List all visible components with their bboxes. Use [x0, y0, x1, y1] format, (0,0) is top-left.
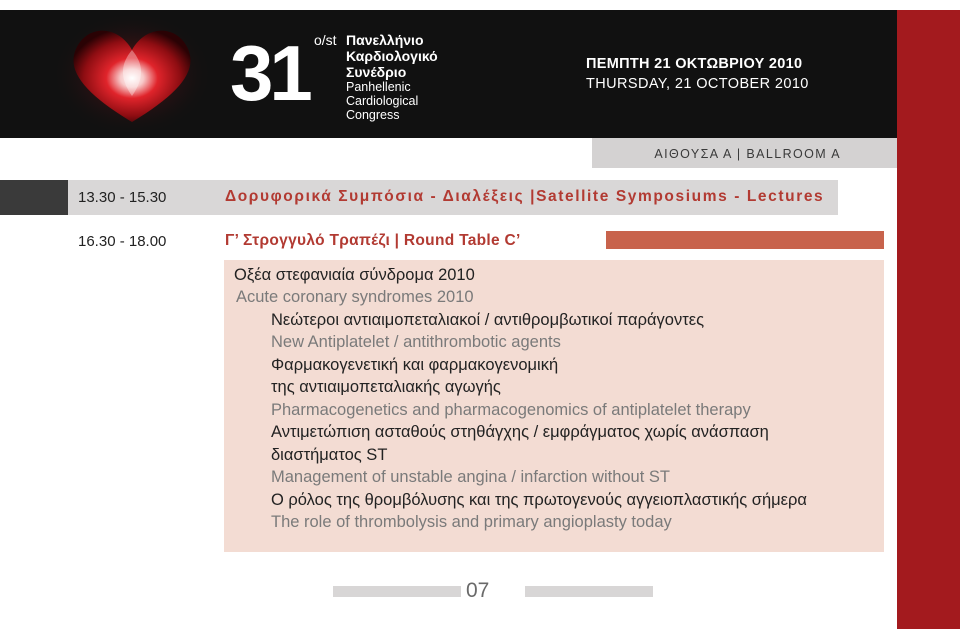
congress-english-line: Cardiological	[346, 94, 419, 108]
session-content	[224, 260, 884, 552]
room-label: ΑΙΘΟΥΣΑ Α | BALLROOM A	[654, 147, 841, 161]
date-greek: ΠΕΜΠΤΗ 21 ΟΚΤΩΒΡΙΟΥ 2010	[586, 56, 803, 72]
header-banner	[0, 10, 897, 138]
talk-title-english: The role of thrombolysis and primary angioplasty today	[271, 513, 672, 531]
room-bar	[592, 138, 897, 168]
congress-english-line: Panhellenic	[346, 80, 411, 94]
congress-english-line: Congress	[346, 108, 400, 122]
page-number: 07	[466, 579, 490, 602]
talk-title-english: New Antiplatelet / antithrombotic agents	[271, 333, 561, 351]
date-english: THURSDAY, 21 OCTOBER 2010	[586, 76, 809, 92]
footer-bar-right	[525, 586, 653, 597]
talk-title-greek: Αντιμετώπιση ασταθούς στηθάγχης / εμφράγματος χωρίς ανάσπαση	[271, 423, 769, 441]
side-accent-bar	[897, 10, 960, 629]
talk-title-greek: Νεώτεροι αντιαιμοπεταλιακοί / αντιθρομβωτικοί παράγοντες	[271, 311, 705, 329]
congress-greek-line: Συνέδριο	[346, 64, 407, 80]
talk-title-english: Management of unstable angina / infarction without ST	[271, 468, 670, 486]
session-time: 16.30 - 18.00	[78, 233, 167, 250]
heart-logo-icon	[52, 12, 212, 136]
congress-greek-line: Καρδιολογικό	[346, 48, 438, 64]
congress-name-english	[346, 80, 418, 122]
session-row	[0, 180, 838, 215]
talk-title-greek: διαστήματος ST	[271, 446, 388, 464]
session-time: 13.30 - 15.30	[78, 189, 167, 206]
footer-bar-left	[333, 586, 461, 597]
congress-name-greek	[346, 32, 438, 80]
talk-title-english: Pharmacogenetics and pharmacogenomics of antiplatelet therapy	[271, 401, 751, 419]
talk-title-greek: της αντιαιμοπεταλιακής αγωγής	[271, 378, 501, 396]
session-accent-strip	[606, 231, 884, 249]
ordinal-suffix: o/st	[314, 32, 337, 48]
session-title: Δορυφορικά Συμπόσια - Διαλέξεις |Satellite Symposiums - Lectures	[225, 188, 825, 205]
congress-number: 31	[230, 29, 309, 117]
session-row-marker	[0, 180, 68, 215]
talk-title-greek: Ο ρόλος της θρομβόλυσης και της πρωτογενούς αγγειοπλαστικής σήμερα	[271, 491, 807, 509]
topic-title-greek: Οξέα στεφανιαία σύνδρομα 2010	[234, 266, 475, 284]
congress-greek-line: Πανελλήνιο	[346, 32, 424, 48]
topic-title-english: Acute coronary syndromes 2010	[236, 288, 474, 306]
session-title: Γ’ Στρογγυλό Τραπέζι | Round Table C’	[225, 232, 521, 249]
talk-title-greek: Φαρμακογενετική και φαρμακογενομική	[271, 356, 559, 374]
